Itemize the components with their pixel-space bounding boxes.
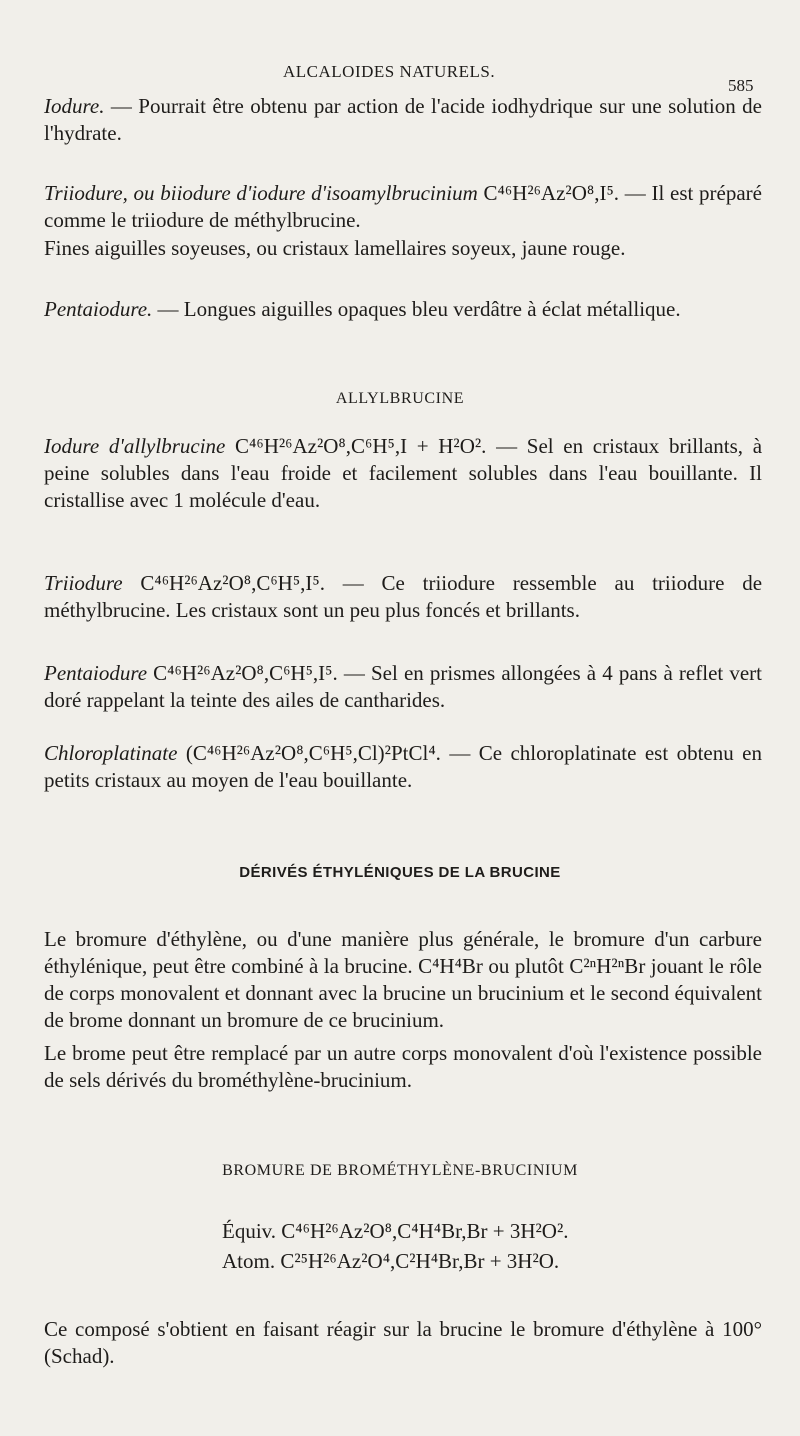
paragraph-fines bbox=[44, 235, 762, 262]
running-head bbox=[0, 62, 800, 95]
term-iodure-allylbrucine: Iodure d'allylbrucine bbox=[44, 434, 226, 458]
page-number: 585 bbox=[728, 76, 754, 95]
paragraph-final bbox=[44, 1316, 762, 1370]
text-bromure-2: Le brome peut être remplacé par un autre corps monovalent d'où l'existence possible de sels dérivés du brométhylène-brucinium. bbox=[44, 1041, 762, 1092]
paragraph-iodure bbox=[44, 93, 762, 147]
formula-chloroplatinate: (C⁴⁶H²⁶Az²O⁸,C⁶H⁵,Cl)²PtCl⁴. bbox=[185, 741, 441, 765]
text-iodure-allylbrucine: — Sel en cristaux brillants, à peine solubles dans l'eau froide et facilement solubles dans l'eau bouillante. Il cristallise avec 1 molécule d'eau. bbox=[44, 434, 763, 512]
formula-equiv: Équiv. C⁴⁶H²⁶Az²O⁸,C⁴H⁴Br,Br + 3H²O². bbox=[222, 1219, 569, 1243]
formula-atom: Atom. C²⁵H²⁶Az²O⁴,C²H⁴Br,Br + 3H²O. bbox=[222, 1249, 560, 1273]
paragraph-iodure-allylbrucine bbox=[44, 433, 762, 514]
paragraph-triiodure-allyl bbox=[44, 570, 762, 624]
running-head-title: ALCALOIDES NATURELS. bbox=[283, 62, 496, 81]
formula-triiodure: C⁴⁶H²⁶Az²O⁸,I⁵. bbox=[483, 181, 620, 205]
paragraph-bromure-1 bbox=[44, 926, 762, 1034]
term-pentaiodure: Pentaiodure. bbox=[44, 297, 153, 321]
text-chloroplatinate: — Ce chloroplatinate est obtenu en petits cristaux au moyen de l'eau bouillante. bbox=[44, 741, 762, 792]
text-final: Ce composé s'obtient en faisant réagir sur la brucine le bromure d'éthylène à 100° (Schad). bbox=[44, 1317, 762, 1368]
text-triiodure: — Il est préparé comme le triiodure de méthylbrucine. bbox=[44, 181, 762, 232]
text-triiodure-allyl: — Ce triiodure ressemble au triiodure de méthylbrucine. Les cristaux sont un peu plus foncés et brillants. bbox=[44, 571, 763, 622]
heading-derives-ethyleniques: DÉRIVÉS ÉTHYLÉNIQUES DE LA BRUCINE bbox=[239, 864, 561, 881]
term-chloroplatinate: Chloroplatinate bbox=[44, 741, 178, 765]
paragraph-chloroplatinate bbox=[44, 740, 762, 794]
formula-pentaiodure-allyl: C⁴⁶H²⁶Az²O⁸,C⁶H⁵,I⁵. bbox=[153, 661, 338, 685]
paragraph-pentaiodure bbox=[44, 296, 762, 323]
text-pentaiodure-allyl: — Sel en prismes allongées à 4 pans à reflet vert doré rappelant la teinte des ailes de cantharides. bbox=[44, 661, 762, 712]
text-bromure-1: Le bromure d'éthylène, ou d'une manière plus générale, le bromure d'un carbure éthylénique, peut être combiné à la brucine. C⁴H⁴Br ou plutôt C²ⁿH²ⁿBr jouant le rôle de corps monovalent et donnant avec la brucine un brucinium et le second équivalent de brome donnant un bromure de ce brucinium. bbox=[44, 927, 762, 1032]
paragraph-triiodure bbox=[44, 180, 762, 234]
heading-bromure-bromethylene: BROMURE DE BROMÉTHYLÈNE-BRUCINIUM bbox=[222, 1162, 578, 1179]
heading-allylbrucine: ALLYLBRUCINE bbox=[335, 390, 465, 407]
term-iodure: Iodure. bbox=[44, 94, 105, 118]
paragraph-bromure-2 bbox=[44, 1040, 762, 1094]
formula-iodure-allylbrucine: C⁴⁶H²⁶Az²O⁸,C⁶H⁵,I + H²O². bbox=[235, 434, 487, 458]
paragraph-pentaiodure-allyl bbox=[44, 660, 762, 714]
text-pentaiodure: — Longues aiguilles opaques bleu verdâtre à éclat métallique. bbox=[152, 297, 681, 321]
term-triiodure-allyl: Triiodure bbox=[44, 571, 123, 595]
formula-triiodure-allyl: C⁴⁶H²⁶Az²O⁸,C⁶H⁵,I⁵. bbox=[140, 571, 325, 595]
text-fines: Fines aiguilles soyeuses, ou cristaux lamellaires soyeux, jaune rouge. bbox=[44, 236, 626, 260]
term-triiodure: Triiodure, ou biiodure d'iodure d'isoamylbrucinium bbox=[44, 181, 478, 205]
term-pentaiodure-allyl: Pentaiodure bbox=[44, 661, 148, 685]
text-iodure: — Pourrait être obtenu par action de l'acide iodhydrique sur une solution de l'hydrate. bbox=[44, 94, 762, 145]
